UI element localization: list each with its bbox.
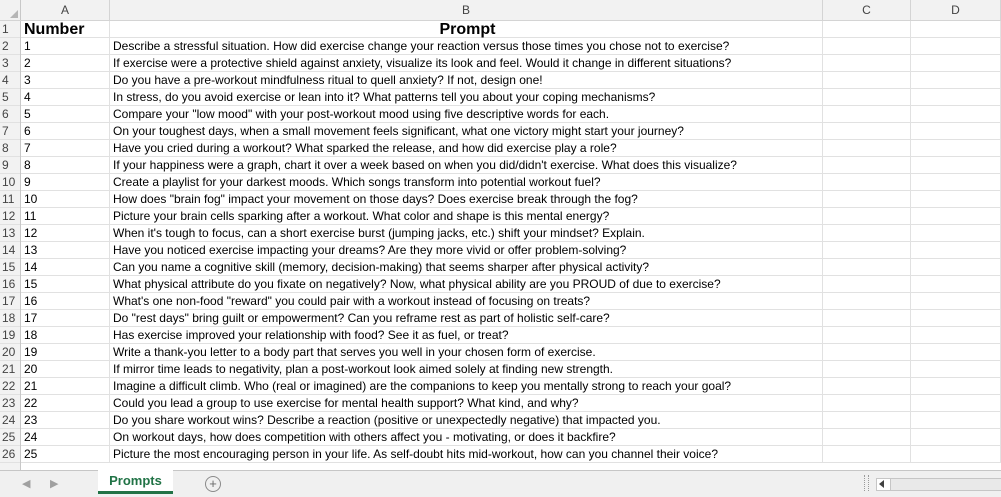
- cell-prompt[interactable]: Do you have a pre-workout mindfulness ritual to quell anxiety? If not, design one!: [110, 72, 823, 89]
- cell-number[interactable]: 11: [21, 208, 110, 225]
- table-row: [21, 208, 1001, 225]
- table-row: [21, 327, 1001, 344]
- row-header[interactable]: 3: [0, 55, 20, 72]
- cell-empty[interactable]: [823, 429, 911, 446]
- cell-empty[interactable]: [823, 259, 911, 276]
- row-header[interactable]: 8: [0, 140, 20, 157]
- cell-empty[interactable]: [823, 21, 911, 38]
- cell-number[interactable]: 16: [21, 293, 110, 310]
- table-header-row: [21, 21, 1001, 38]
- cell-empty[interactable]: [911, 140, 1001, 157]
- select-all-button[interactable]: [0, 0, 21, 20]
- table-row: [21, 259, 1001, 276]
- cell-empty[interactable]: [823, 174, 911, 191]
- cell-number[interactable]: 3: [21, 72, 110, 89]
- cell-prompt[interactable]: Picture the most encouraging person in your life. As self-doubt hits mid-workout, how can you channel their voice?: [110, 446, 823, 463]
- cell-empty[interactable]: [911, 21, 1001, 38]
- table-row: [21, 446, 1001, 463]
- cell-empty[interactable]: [823, 89, 911, 106]
- row-header[interactable]: 10: [0, 174, 20, 191]
- cell-number[interactable]: 20: [21, 361, 110, 378]
- cell-number[interactable]: 8: [21, 157, 110, 174]
- row-header[interactable]: 4: [0, 72, 20, 89]
- cell-empty[interactable]: [911, 225, 1001, 242]
- cell-empty[interactable]: [911, 446, 1001, 463]
- cell-number[interactable]: 2: [21, 55, 110, 72]
- cell-empty[interactable]: [823, 242, 911, 259]
- column-header-d[interactable]: D: [911, 0, 1001, 20]
- cell-prompt[interactable]: Have you noticed exercise impacting your dreams? Are they more vivid or offer problem-solving?: [110, 242, 823, 259]
- cell-empty[interactable]: [911, 276, 1001, 293]
- row-header[interactable]: 26: [0, 446, 20, 463]
- cell-empty[interactable]: [911, 208, 1001, 225]
- cell-empty[interactable]: [911, 157, 1001, 174]
- cell-prompt[interactable]: In stress, do you avoid exercise or lean into it? What patterns tell you about your coping mechanisms?: [110, 89, 823, 106]
- cell-number[interactable]: 24: [21, 429, 110, 446]
- table-row: [21, 242, 1001, 259]
- row-header[interactable]: 19: [0, 327, 20, 344]
- table-row: [21, 55, 1001, 72]
- cell-prompt[interactable]: How does "brain fog" impact your movement on those days? Does exercise break through the fog?: [110, 191, 823, 208]
- row-header[interactable]: 6: [0, 106, 20, 123]
- column-header-b[interactable]: B: [110, 0, 823, 20]
- cell-number[interactable]: 9: [21, 174, 110, 191]
- cell-empty[interactable]: [911, 38, 1001, 55]
- cell-empty[interactable]: [911, 293, 1001, 310]
- cell-empty[interactable]: [911, 72, 1001, 89]
- cell-prompt[interactable]: Compare your "low mood" with your post-workout mood using five descriptive words for each.: [110, 106, 823, 123]
- cell-prompt[interactable]: When it's tough to focus, can a short exercise burst (jumping jacks, etc.) shift your mindset? Explain.: [110, 225, 823, 242]
- cell-number[interactable]: 14: [21, 259, 110, 276]
- cell-empty[interactable]: [823, 378, 911, 395]
- cell-prompt[interactable]: If your happiness were a graph, chart it over a week based on when you did/didn't exercise. What does this visualize?: [110, 157, 823, 174]
- row-header[interactable]: 22: [0, 378, 20, 395]
- tab-split-handle[interactable]: [864, 475, 869, 491]
- table-row: [21, 310, 1001, 327]
- add-sheet-icon[interactable]: +: [205, 476, 221, 492]
- cell-prompt[interactable]: Have you cried during a workout? What sparked the release, and how did exercise play a role?: [110, 140, 823, 157]
- cell-number[interactable]: 10: [21, 191, 110, 208]
- cell-empty[interactable]: [911, 106, 1001, 123]
- cell-prompt[interactable]: Do you share workout wins? Describe a reaction (positive or unexpectedly negative) that impacted you.: [110, 412, 823, 429]
- cell-number[interactable]: 7: [21, 140, 110, 157]
- cell-prompt[interactable]: On workout days, how does competition with others affect you - motivating, or does it backfire?: [110, 429, 823, 446]
- row-header[interactable]: 13: [0, 225, 20, 242]
- column-header-bar: [0, 0, 1001, 21]
- row-header[interactable]: 15: [0, 259, 20, 276]
- cell-empty[interactable]: [911, 123, 1001, 140]
- cell-empty[interactable]: [823, 344, 911, 361]
- row-header[interactable]: 17: [0, 293, 20, 310]
- table-row: [21, 174, 1001, 191]
- cell-empty[interactable]: [911, 412, 1001, 429]
- scroll-left-icon[interactable]: [879, 480, 884, 488]
- cell-number[interactable]: 22: [21, 395, 110, 412]
- row-header[interactable]: 5: [0, 89, 20, 106]
- cell-prompt[interactable]: Describe a stressful situation. How did exercise change your reaction versus those times you chose not to exercise?: [110, 38, 823, 55]
- table-row: [21, 157, 1001, 174]
- cell-empty[interactable]: [823, 293, 911, 310]
- cell-empty[interactable]: [911, 361, 1001, 378]
- row-header[interactable]: 2: [0, 38, 20, 55]
- cell-empty[interactable]: [823, 72, 911, 89]
- cell-prompt[interactable]: What's one non-food "reward" you could pair with a workout instead of focusing on treats?: [110, 293, 823, 310]
- row-header[interactable]: 16: [0, 276, 20, 293]
- cell-empty[interactable]: [823, 327, 911, 344]
- row-header[interactable]: 9: [0, 157, 20, 174]
- cell-prompt[interactable]: If mirror time leads to negativity, plan a post-workout look aimed solely at finding new strength.: [110, 361, 823, 378]
- cell-empty[interactable]: [911, 344, 1001, 361]
- cell-number[interactable]: 1: [21, 38, 110, 55]
- table-row: [21, 344, 1001, 361]
- table-row: [21, 429, 1001, 446]
- row-header[interactable]: 1: [0, 21, 20, 38]
- cell-empty[interactable]: [823, 412, 911, 429]
- table-row: [21, 89, 1001, 106]
- prev-sheet-icon[interactable]: ◀: [22, 478, 31, 490]
- next-sheet-icon[interactable]: ▶: [50, 478, 59, 490]
- cell-number[interactable]: 17: [21, 310, 110, 327]
- cell-number[interactable]: 6: [21, 123, 110, 140]
- cell-number[interactable]: 13: [21, 242, 110, 259]
- row-header[interactable]: 23: [0, 395, 20, 412]
- cell-empty[interactable]: [823, 38, 911, 55]
- cell-empty[interactable]: [911, 327, 1001, 344]
- cell-empty[interactable]: [911, 191, 1001, 208]
- row-header[interactable]: 25: [0, 429, 20, 446]
- table-row: [21, 378, 1001, 395]
- cell-empty[interactable]: [823, 310, 911, 327]
- cell-number[interactable]: 15: [21, 276, 110, 293]
- cell-empty[interactable]: [823, 106, 911, 123]
- cell-prompt[interactable]: What physical attribute do you fixate on negatively? Now, what physical ability are you PROUD of due to exercise?: [110, 276, 823, 293]
- table-row: [21, 123, 1001, 140]
- table-row: [21, 276, 1001, 293]
- cell-prompt[interactable]: On your toughest days, when a small movement feels significant, what one victory might start your journey?: [110, 123, 823, 140]
- cell-empty[interactable]: [823, 157, 911, 174]
- table-row: [21, 191, 1001, 208]
- cell-empty[interactable]: [823, 123, 911, 140]
- cell-number-header[interactable]: Number: [21, 21, 110, 38]
- row-header[interactable]: 11: [0, 191, 20, 208]
- cell-empty[interactable]: [911, 242, 1001, 259]
- table-row: [21, 395, 1001, 412]
- cell-empty[interactable]: [911, 55, 1001, 72]
- column-header-c[interactable]: C: [823, 0, 911, 20]
- cell-number[interactable]: 19: [21, 344, 110, 361]
- table-row: [21, 72, 1001, 89]
- cell-empty[interactable]: [823, 55, 911, 72]
- cell-prompt[interactable]: Write a thank-you letter to a body part that serves you well in your chosen form of exercise.: [110, 344, 823, 361]
- cell-empty[interactable]: [911, 174, 1001, 191]
- cell-empty[interactable]: [823, 140, 911, 157]
- cell-number[interactable]: 18: [21, 327, 110, 344]
- cell-empty[interactable]: [911, 429, 1001, 446]
- cell-prompt[interactable]: Could you lead a group to use exercise for mental health support? What kind, and why?: [110, 395, 823, 412]
- cell-empty[interactable]: [823, 208, 911, 225]
- cell-empty[interactable]: [911, 89, 1001, 106]
- table-row: [21, 293, 1001, 310]
- cell-number[interactable]: 23: [21, 412, 110, 429]
- cell-prompt[interactable]: Has exercise improved your relationship with food? See it as fuel, or treat?: [110, 327, 823, 344]
- cell-empty[interactable]: [823, 225, 911, 242]
- cell-empty[interactable]: [823, 276, 911, 293]
- cell-number[interactable]: 4: [21, 89, 110, 106]
- cell-prompt[interactable]: Imagine a difficult climb. Who (real or imagined) are the companions to keep you mentally strong to reach your goal?: [110, 378, 823, 395]
- cell-number[interactable]: 21: [21, 378, 110, 395]
- table-row: [21, 361, 1001, 378]
- cell-number[interactable]: 12: [21, 225, 110, 242]
- cell-empty[interactable]: [823, 191, 911, 208]
- cell-prompt[interactable]: Create a playlist for your darkest moods. Which songs transform into potential workout fuel?: [110, 174, 823, 191]
- row-header[interactable]: 20: [0, 344, 20, 361]
- cell-empty[interactable]: [823, 395, 911, 412]
- cell-prompt[interactable]: If exercise were a protective shield against anxiety, visualize its look and feel. Would it change in different situations?: [110, 55, 823, 72]
- table-row: [21, 106, 1001, 123]
- row-header[interactable]: 7: [0, 123, 20, 140]
- table-row: [21, 225, 1001, 242]
- cell-empty[interactable]: [911, 310, 1001, 327]
- row-header[interactable]: 18: [0, 310, 20, 327]
- cell-empty[interactable]: [911, 259, 1001, 276]
- table-row: [21, 412, 1001, 429]
- cell-prompt[interactable]: Picture your brain cells sparking after a workout. What color and shape is this mental energy?: [110, 208, 823, 225]
- cell-prompt-header[interactable]: Prompt: [110, 21, 823, 38]
- cell-prompt[interactable]: Can you name a cognitive skill (memory, decision-making) that seems sharper after physical activity?: [110, 259, 823, 276]
- row-header[interactable]: 12: [0, 208, 20, 225]
- cell-empty[interactable]: [823, 446, 911, 463]
- cell-number[interactable]: 25: [21, 446, 110, 463]
- column-header-a[interactable]: A: [21, 0, 110, 20]
- row-header[interactable]: 14: [0, 242, 20, 259]
- cell-empty[interactable]: [911, 395, 1001, 412]
- scrollbar-thumb[interactable]: [890, 479, 1001, 490]
- sheet-tab-prompts[interactable]: Prompts: [98, 470, 173, 494]
- row-header[interactable]: 21: [0, 361, 20, 378]
- cell-empty[interactable]: [911, 378, 1001, 395]
- row-header[interactable]: 24: [0, 412, 20, 429]
- horizontal-scrollbar[interactable]: [876, 478, 1001, 491]
- table-row: [21, 140, 1001, 157]
- cell-empty[interactable]: [823, 361, 911, 378]
- table-row: [21, 38, 1001, 55]
- cell-number[interactable]: 5: [21, 106, 110, 123]
- sheet-tab-bar: [0, 470, 1001, 497]
- cell-prompt[interactable]: Do "rest days" bring guilt or empowerment? Can you reframe rest as part of holistic self-care?: [110, 310, 823, 327]
- row-header-bar: [0, 21, 21, 470]
